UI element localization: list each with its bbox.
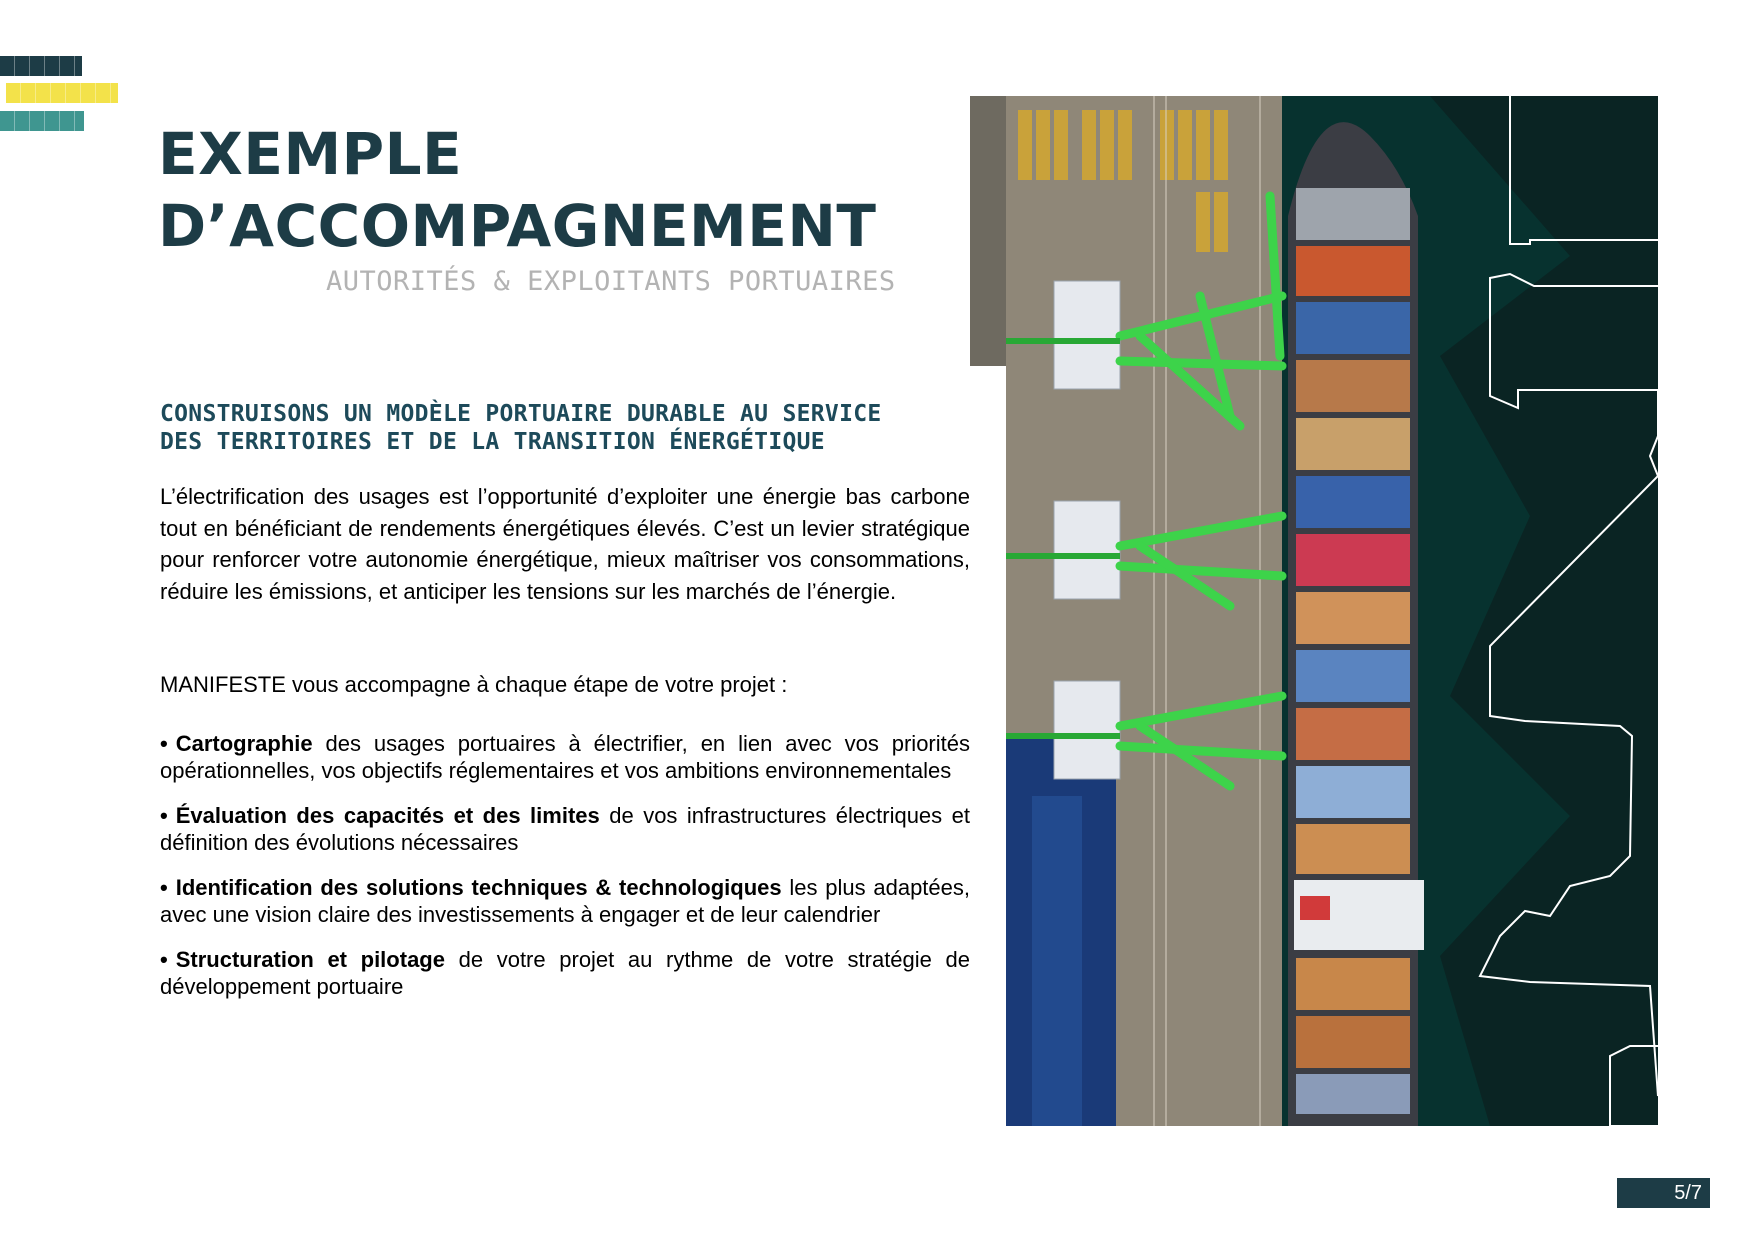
list-item-text: de votre projet au rythme de votre stratégie de développement portuaire (160, 947, 970, 999)
decorative-bar-yellow (6, 83, 118, 103)
list-item-bold: Identification des solutions techniques & technologiques (175, 875, 782, 900)
decorative-bar-teal (0, 111, 84, 131)
decorative-bar-dark (0, 56, 82, 76)
page-title-line1: EXEMPLE (158, 120, 463, 188)
bullet-icon: • (160, 803, 168, 828)
list-item-text: des usages portuaires à électrifier, en lien avec vos priorités opérationnelles, vos objectifs réglementaires et vos ambitions environnementales (160, 731, 970, 783)
tagline-line2: DES TERRITOIRES ET DE LA TRANSITION ÉNERGÉTIQUE (160, 429, 825, 455)
list-item (160, 946, 970, 1000)
list-item-bold: Cartographie (175, 731, 313, 756)
page-number-badge: 5/7 (1617, 1178, 1710, 1208)
section-tagline (160, 400, 882, 456)
page-title (158, 118, 877, 262)
services-list (160, 730, 970, 1018)
port-aerial-image (970, 96, 1658, 1126)
bullet-icon: • (160, 875, 168, 900)
list-item-bold: Évaluation des capacités et des limites (175, 803, 600, 828)
page-subtitle: AUTORITÉS & EXPLOITANTS PORTUAIRES (326, 266, 896, 297)
list-item-bold: Structuration et pilotage (175, 947, 445, 972)
bullet-icon: • (160, 731, 168, 756)
list-item-text: les plus adaptées, avec une vision claire des investissements à engager et de leur calendrier (160, 875, 970, 927)
accompaniment-paragraph: MANIFESTE vous accompagne à chaque étape de votre projet : (160, 672, 788, 697)
list-item (160, 802, 970, 856)
list-item (160, 730, 970, 784)
list-item-text: de vos infrastructures électriques et définition des évolutions nécessaires (160, 803, 971, 855)
intro-paragraph: L’électrification des usages est l’opportunité d’exploiter une énergie bas carbone tout en bénéficiant de rendements énergétiques élevés. C’est un levier stratégique pour renforcer votre autonomie énergétique, mieux maîtriser vos consommations, réduire les émissions, et anticiper les tensions sur les marchés de l’énergie. (160, 484, 970, 604)
page-title-line2: D’ACCOMPAGNEMENT (158, 192, 877, 260)
list-item (160, 874, 970, 928)
tagline-line1: CONSTRUISONS UN MODÈLE PORTUAIRE DURABLE AU SERVICE (160, 401, 882, 427)
bullet-icon: • (160, 947, 168, 972)
